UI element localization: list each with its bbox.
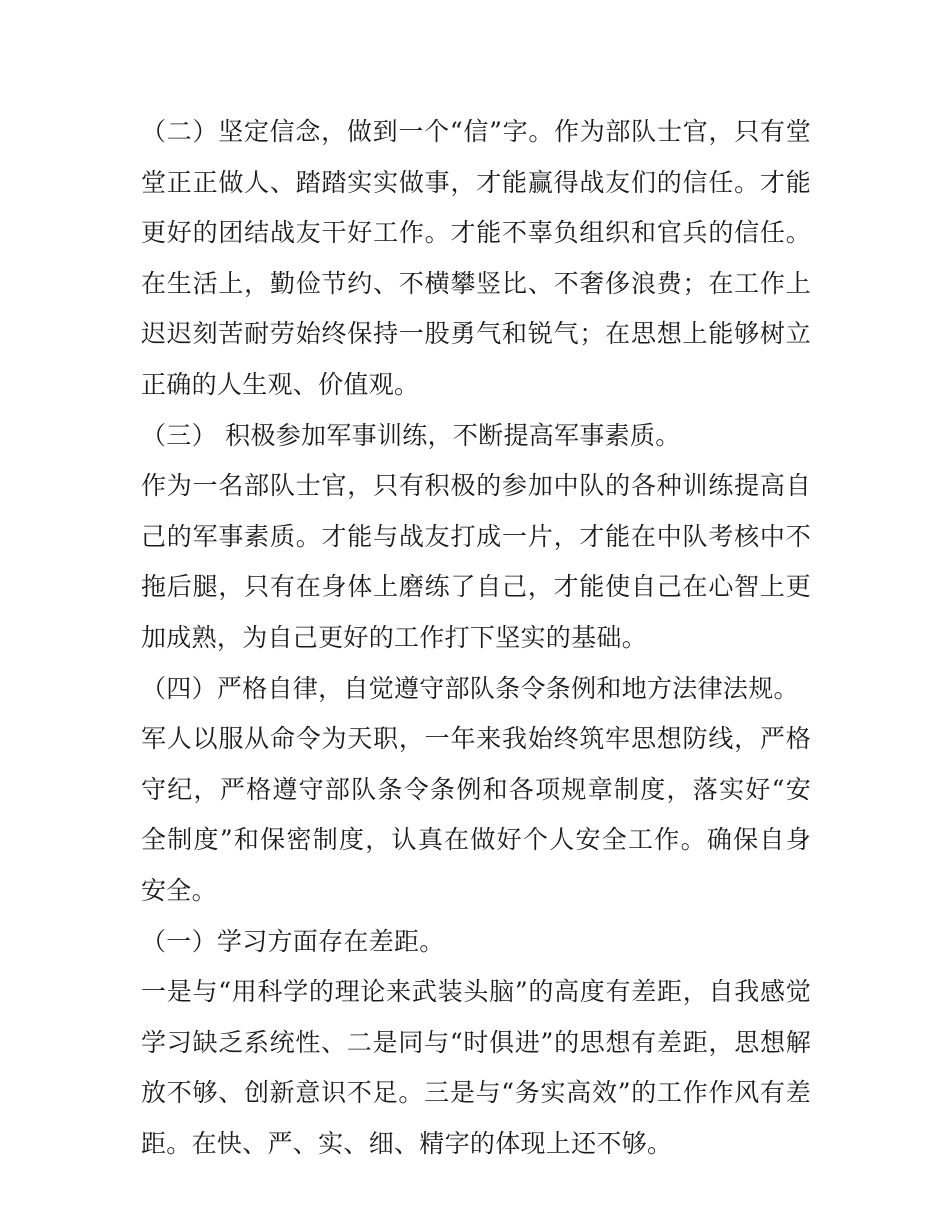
paragraph-military-training: 作为一名部队士官，只有积极的参加中队的各种训练提高自己的军事素质。才能与战友打成一片，才能在中队考核中不拖后腿，只有在身体上磨练了自己，才能使自己在心智上更加成熟，为自己更好的工作打下坚实的基础。 bbox=[141, 471, 811, 652]
paragraph-firm-belief: （二）坚定信念，做到一个“信”字。作为部队士官，只有堂堂正正做人、踏踏实实做事，才能赢得战友们的信任。才能更好的团结战友干好工作。才能不辜负组织和官兵的信任。在生活上，勤俭节约、不横攀竖比、不奢侈浪费；在工作上迟迟刻苦耐劳始终保持一股勇气和锐气；在思想上能够树立正确的人生观、价值观。 bbox=[141, 117, 811, 399]
heading-military-training: （三） 积极参加军事训练，不断提高军事素质。 bbox=[141, 420, 681, 450]
paragraph-study-gap: 一是与“用科学的理论来武装头脑”的高度有差距，自我感觉学习缺乏系统性、二是同与“时俱进”的思想有差距，思想解放不够、创新意识不足。三是与“务实高效”的工作作风有差距。在快、严、实、细、精字的体现上还不够。 bbox=[141, 977, 811, 1158]
heading-self-discipline: （四）严格自律，自觉遵守部队条令条例和地方法律法规。 bbox=[141, 673, 799, 703]
heading-study-gap: （一）学习方面存在差距。 bbox=[141, 926, 445, 956]
document-body bbox=[141, 107, 811, 1169]
paragraph-self-discipline: 军人以服从命令为天职，一年来我始终筑牢思想防线，严格守纪，严格遵守部队条令条例和各项规章制度，落实好“安全制度”和保密制度，认真在做好个人安全工作。确保自身安全。 bbox=[141, 724, 811, 905]
